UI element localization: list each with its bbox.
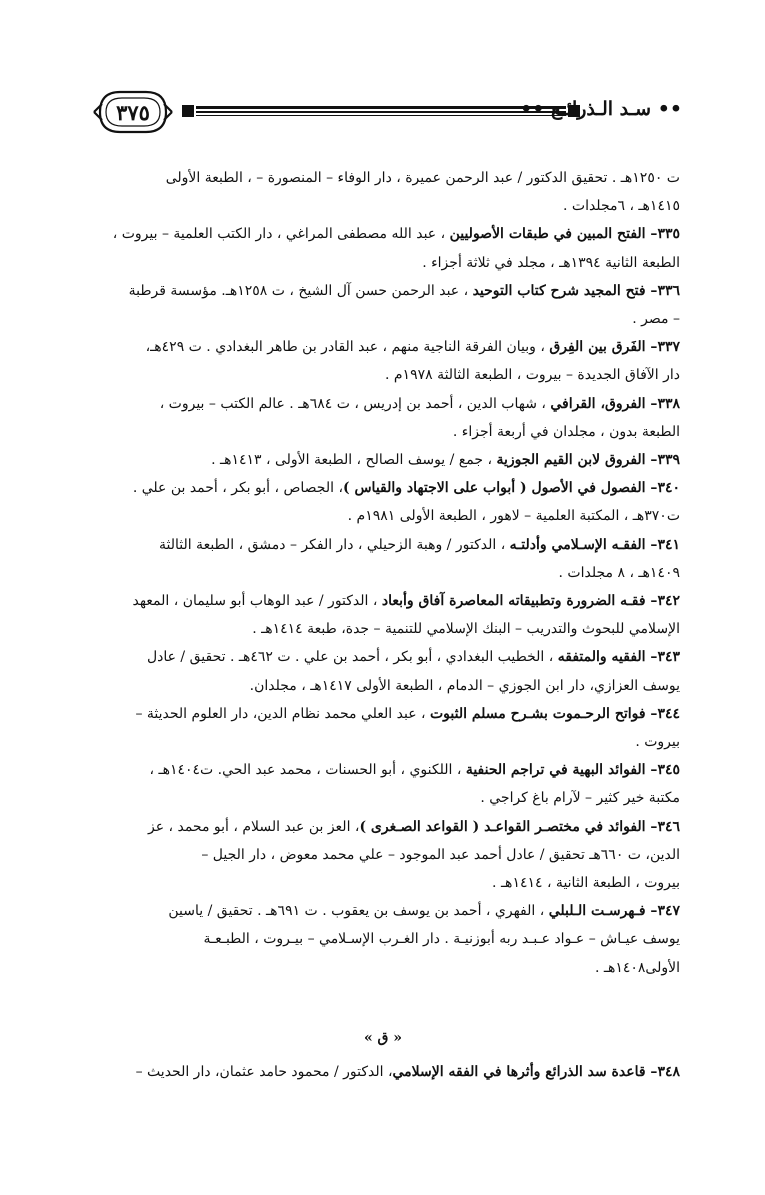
list-item: ٣٣٦– فتح المجيد شرح كتاب التوحيد ، عبد الرحمن حسن آل الشيخ ، ت ١٢٥٨هـ. مؤسسة قرطبة – مصر . bbox=[128, 282, 680, 328]
list-item: ت ١٢٥٠هـ . تحقيق الدكتور / عبد الرحمن عميرة ، دار الوفاء – المنصورة – ، الطبعة الأولى ١٤١٥هـ ، ٦مجلدات . bbox=[165, 170, 680, 215]
entry-title: قاعدة سد الذرائع وأثرها في الفقه الإسلامي bbox=[392, 1064, 646, 1080]
list-item: ٣٤٤– فواتح الرحـموت بشـرح مسلم الثبوت ، عبد العلي محمد نظام الدين، دار العلوم الحديثة – بيروت . bbox=[135, 705, 680, 751]
page-number-badge bbox=[90, 84, 176, 140]
entry-title: فقـه الضرورة وتطبيقاته المعاصرة آفاق وأبعاد bbox=[381, 593, 646, 610]
list-item: ٣٤٣– الفقيه والمتفقه ، الخطيب البغدادي ، أبو بكر ، أحمد بن علي . ت ٤٦٢هـ . تحقيق / عادل يوسف العزازي، دار ابن الجوزي – الدمام ، الطبعة الأولى ١٤١٧هـ ، مجلدان. bbox=[146, 649, 680, 694]
list-item: ٣٤٠– الفصول في الأصول ( أبواب على الاجتهاد والقياس )، الجصاص ، أبو بكر ، أحمد بن علي . ت٣٧٠هـ ، المكتبة العلمية – لاهور ، الطبعة الأولى ١٩٨١م . bbox=[132, 480, 680, 525]
list-item: ٣٤٢– فقـه الضرورة وتطبيقاته المعاصرة آفاق وأبعاد ، الدكتور / عبد الوهاب أبو سليمان ، المعهد الإسلامي للبحوث والتدريب – البنك الإسلامي للتنمية – جدة، طبعة ١٤١٤هـ . bbox=[132, 593, 680, 638]
page-header bbox=[90, 84, 682, 144]
entry-title: الفروق، القرافي bbox=[550, 395, 646, 412]
entry-title: الفروق لابن القيم الجوزية bbox=[496, 452, 646, 469]
list-item: ٣٤٧– فـهرسـت الـلبلي ، الفهري ، أحمد بن يوسف بن يعقوب . ت ٦٩١هـ . تحقيق / ياسين يوسف عيـاش – عـواد عـبـد ربه أبوزنيـة . دار الغـرب الإسـلامي – بيـروت ، الطبـعـة الأولى١٤٠٨هـ . bbox=[168, 903, 680, 976]
list-item: ٣٤٨– قاعدة سد الذرائع وأثرها في الفقه الإسلامي، الدكتور / محمود حامد عثمان، دار الحديث – bbox=[135, 1064, 680, 1080]
entry-title: فتح المجيد شرح كتاب التوحيد bbox=[472, 282, 646, 299]
entry-title: الفَرق بين الفِرق bbox=[549, 339, 646, 356]
entry-title: الفوائد في مختصـر القواعـد ( القواعد الصـغرى ) bbox=[359, 818, 646, 835]
rule-end-square-icon bbox=[182, 105, 194, 117]
entry-title: الفقيه والمتفقه bbox=[557, 649, 646, 666]
list-item: ٣٣٥– الفتح المبين في طبقات الأصوليين ، عبد الله مصطفى المراغي ، دار الكتب العلمية – بيروت ، الطبعة الثانية ١٣٩٤هـ ، مجلد في ثلاثة أجزاء . bbox=[112, 226, 680, 271]
entry-title: فـهرسـت الـلبلي bbox=[548, 903, 646, 920]
entry-title: الفوائد البهية في تراجم الحنفية bbox=[465, 762, 646, 779]
entry-title: فواتح الرحـموت بشـرح مسلم الثبوت bbox=[429, 705, 646, 722]
entry-title: الفصول في الأصول ( أبواب على الاجتهاد والقياس ) bbox=[342, 480, 646, 497]
list-item: ٣٤٦– الفوائد في مختصـر القواعـد ( القواعد الصـغرى )، العز بن عبد السلام ، أبو محمد ، عز الدين، ت ٦٦٠هـ تحقيق / عادل أحمد عبد الموجود – علي محمد معوض ، دار الجيل – بيروت ، الطبعة الثانية ، ١٤١٤هـ . bbox=[147, 818, 680, 892]
list-item: ٣٣٨– الفروق، القرافي ، شهاب الدين ، أحمد بن إدريس ، ت ٦٨٤هـ . عالم الكتب – بيروت ، الطبعة بدون ، مجلدان في أربعة أجزاء . bbox=[159, 395, 680, 440]
page-number: ٣٧٥ bbox=[116, 99, 150, 125]
section-letter-heading: « ق » bbox=[363, 1030, 403, 1046]
running-title: •• سـد الـذرائـع •• bbox=[520, 98, 682, 120]
list-item: ٣٣٩– الفروق لابن القيم الجوزية ، جمع / يوسف الصالح ، الطبعة الأولى ، ١٤١٣هـ . bbox=[211, 452, 680, 469]
bibliography-list bbox=[86, 164, 680, 982]
entry-title: الفتح المبين في طبقات الأصوليين bbox=[449, 226, 646, 243]
list-item: ٣٣٧– الفَرق بين الفِرق ، وبيان الفرقة الناجية منهم ، عبد القادر بن طاهر البغدادي . ت ٤٢٩هـ، دار الآفاق الجديدة – بيروت ، الطبعة الثالثة ١٩٧٨م . bbox=[145, 339, 680, 384]
entry-title: الفقـه الإسـلامي وأدلتـه bbox=[509, 536, 646, 553]
list-item: ٣٤٥– الفوائد البهية في تراجم الحنفية ، اللكنوي ، أبو الحسنات ، محمد عبد الحي. ت١٤٠٤هـ ، مكتبة خير كثير – لآرام باغ كراجي . bbox=[149, 762, 680, 807]
list-item: ٣٤١– الفقـه الإسـلامي وأدلتـه ، الدكتور / وهبة الزحيلي ، دار الفكر – دمشق ، الطبعة الثالثة ١٤٠٩هـ ، ٨ مجلدات . bbox=[158, 536, 680, 581]
